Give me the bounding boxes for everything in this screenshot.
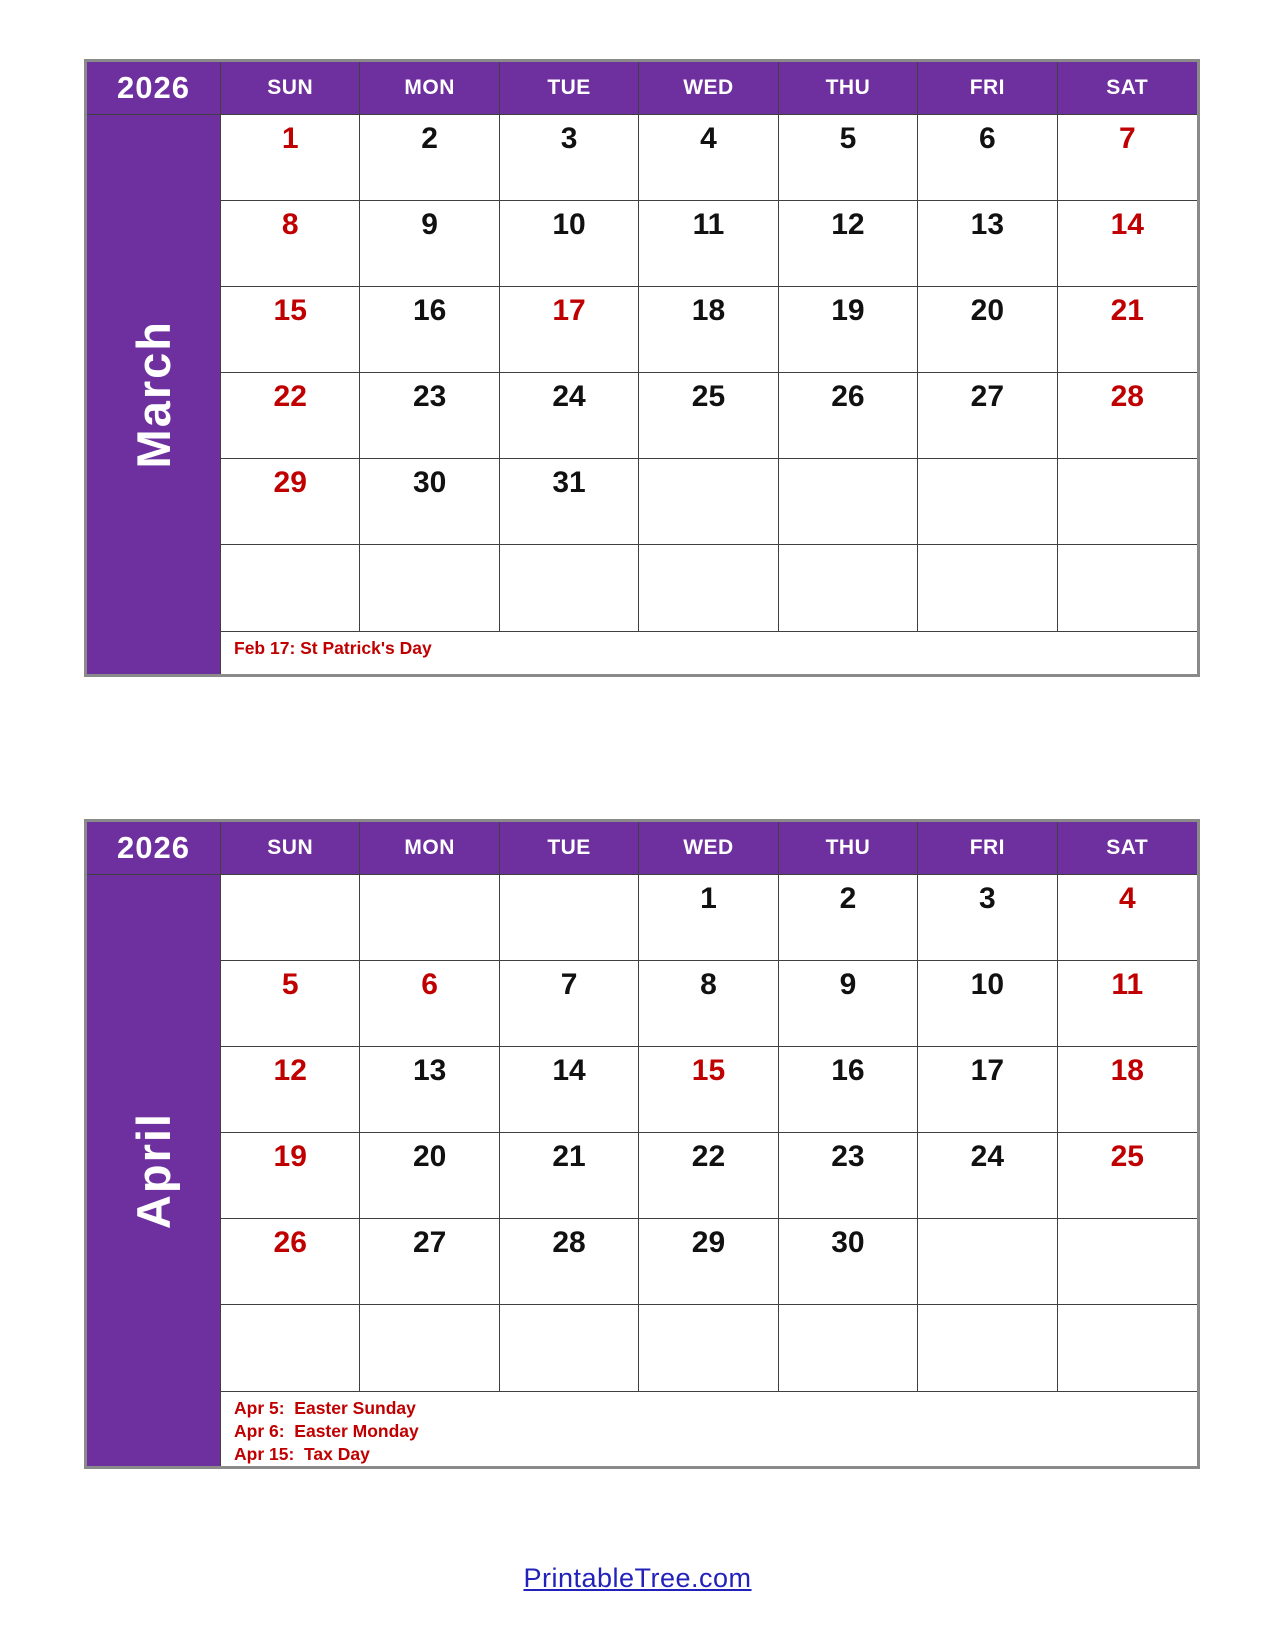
date-cell (500, 1047, 639, 1133)
day-header-sun: SUN (221, 822, 360, 875)
date-number: 26 (831, 380, 865, 413)
date-number: 25 (691, 380, 726, 413)
date-number: 12 (273, 1054, 307, 1087)
month-sidebar (87, 115, 221, 674)
date-number: 19 (831, 294, 865, 327)
date-cell (1058, 1305, 1197, 1392)
date-number: 6 (979, 122, 996, 155)
date-cell (500, 961, 639, 1047)
date-cell (639, 961, 778, 1047)
date-cell (221, 201, 360, 287)
date-cell (1058, 961, 1197, 1047)
date-cell (1058, 1219, 1197, 1305)
date-number: 16 (412, 294, 447, 327)
date-number: 29 (691, 1226, 726, 1259)
date-number: 11 (692, 208, 725, 241)
date-number: 30 (412, 466, 447, 499)
month-sidebar (87, 875, 221, 1466)
date-cell (221, 1133, 360, 1219)
date-cell (918, 115, 1057, 201)
day-header-thu: THU (779, 822, 918, 875)
date-number: 12 (831, 208, 865, 241)
day-header-mon: MON (360, 822, 499, 875)
date-cell (360, 1133, 499, 1219)
date-number: 29 (273, 466, 307, 499)
date-cell (1058, 545, 1197, 632)
day-header-wed: WED (639, 822, 778, 875)
day-header-mon: MON (360, 62, 499, 115)
date-cell (500, 287, 639, 373)
date-cell (918, 201, 1057, 287)
date-cell (918, 1047, 1057, 1133)
date-cell (918, 1133, 1057, 1219)
date-number: 7 (1118, 122, 1136, 155)
date-cell (639, 115, 778, 201)
date-cell (779, 545, 918, 632)
day-header-thu: THU (779, 62, 918, 115)
date-cell (639, 875, 778, 961)
date-cell (500, 1133, 639, 1219)
date-cell (500, 115, 639, 201)
date-number: 2 (839, 882, 857, 915)
date-cell (221, 545, 360, 632)
date-number: 8 (700, 968, 717, 1001)
date-number: 24 (552, 380, 586, 413)
calendar-march-2026 (84, 59, 1200, 677)
date-number: 8 (281, 208, 299, 241)
date-cell (360, 287, 499, 373)
date-cell (779, 1133, 918, 1219)
date-cell (500, 1219, 639, 1305)
date-cell (360, 459, 499, 545)
date-number: 30 (831, 1226, 865, 1259)
date-cell (221, 1219, 360, 1305)
date-cell (779, 115, 918, 201)
date-number: 15 (691, 1054, 726, 1087)
date-cell (779, 875, 918, 961)
holiday-notes (221, 632, 1197, 674)
date-number: 3 (560, 122, 578, 155)
date-number: 18 (691, 294, 726, 327)
date-number: 13 (970, 208, 1005, 241)
date-number: 28 (1110, 380, 1144, 413)
date-cell (779, 961, 918, 1047)
holiday-note: Apr 15: Tax Day (234, 1444, 370, 1465)
date-number: 3 (979, 882, 996, 915)
date-cell (639, 1305, 778, 1392)
date-cell (500, 201, 639, 287)
day-header-tue: TUE (500, 822, 639, 875)
date-number: 1 (700, 882, 717, 915)
date-cell (1058, 287, 1197, 373)
date-number: 21 (1110, 294, 1144, 327)
date-cell (500, 373, 639, 459)
month-label: April (127, 1111, 180, 1230)
date-cell (500, 1305, 639, 1392)
date-number: 23 (412, 380, 447, 413)
holiday-note: Apr 6: Easter Monday (234, 1421, 419, 1442)
date-cell (918, 1305, 1057, 1392)
day-header-wed: WED (639, 62, 778, 115)
date-cell (500, 545, 639, 632)
date-number: 10 (552, 208, 586, 241)
date-cell (360, 373, 499, 459)
day-header-sat: SAT (1058, 822, 1197, 875)
date-cell (918, 961, 1057, 1047)
date-number: 13 (412, 1054, 447, 1087)
date-cell (639, 459, 778, 545)
date-cell (221, 115, 360, 201)
date-number: 26 (273, 1226, 307, 1259)
date-number: 21 (552, 1140, 586, 1173)
day-header-fri: FRI (918, 822, 1057, 875)
date-number: 18 (1110, 1054, 1144, 1087)
date-number: 14 (552, 1054, 586, 1087)
date-number: 22 (273, 380, 307, 413)
date-cell (779, 1047, 918, 1133)
date-cell (918, 459, 1057, 545)
date-number: 23 (831, 1140, 865, 1173)
date-cell (779, 1305, 918, 1392)
day-header-sun: SUN (221, 62, 360, 115)
date-number: 22 (691, 1140, 726, 1173)
date-number: 1 (281, 122, 299, 155)
date-cell (221, 287, 360, 373)
date-number: 14 (1110, 208, 1144, 241)
date-cell (360, 115, 499, 201)
date-cell (779, 287, 918, 373)
date-cell (360, 545, 499, 632)
date-number: 16 (831, 1054, 865, 1087)
date-number: 4 (700, 122, 717, 155)
date-cell (779, 1219, 918, 1305)
footer (0, 1563, 1275, 1594)
day-header-tue: TUE (500, 62, 639, 115)
date-number: 27 (970, 380, 1005, 413)
date-cell (639, 201, 778, 287)
date-cell (639, 545, 778, 632)
date-cell (500, 459, 639, 545)
date-cell (639, 287, 778, 373)
date-cell (1058, 115, 1197, 201)
date-number: 25 (1110, 1140, 1144, 1173)
month-label: March (127, 320, 180, 469)
printabletree-link[interactable]: PrintableTree.com (523, 1563, 752, 1593)
date-number: 9 (421, 208, 438, 241)
date-cell (918, 287, 1057, 373)
date-number: 4 (1118, 882, 1136, 915)
date-cell (360, 1305, 499, 1392)
date-number: 5 (281, 968, 299, 1001)
date-number: 31 (552, 466, 586, 499)
date-cell (918, 373, 1057, 459)
date-cell (221, 961, 360, 1047)
holiday-note: Feb 17: St Patrick's Day (234, 638, 432, 658)
date-cell (221, 875, 360, 961)
date-cell (500, 875, 639, 961)
date-number: 27 (412, 1226, 447, 1259)
holiday-notes (221, 1392, 1197, 1466)
day-header-fri: FRI (918, 62, 1057, 115)
date-cell (779, 201, 918, 287)
date-number: 5 (839, 122, 857, 155)
date-cell (918, 1219, 1057, 1305)
date-number: 9 (839, 968, 857, 1001)
date-number: 10 (970, 968, 1005, 1001)
date-cell (221, 373, 360, 459)
day-header-sat: SAT (1058, 62, 1197, 115)
date-number: 20 (412, 1140, 447, 1173)
date-cell (1058, 373, 1197, 459)
date-number: 17 (970, 1054, 1005, 1087)
date-cell (221, 1305, 360, 1392)
date-number: 28 (552, 1226, 586, 1259)
date-number: 11 (1111, 968, 1144, 1001)
date-cell (1058, 459, 1197, 545)
date-cell (639, 373, 778, 459)
date-cell (221, 1047, 360, 1133)
date-cell (360, 961, 499, 1047)
date-number: 7 (560, 968, 578, 1001)
date-cell (1058, 1047, 1197, 1133)
date-number: 17 (552, 294, 586, 327)
date-cell (1058, 201, 1197, 287)
holiday-note: Apr 5: Easter Sunday (234, 1398, 416, 1418)
date-cell (221, 459, 360, 545)
date-number: 19 (273, 1140, 307, 1173)
date-number: 15 (273, 294, 307, 327)
date-number: 2 (421, 122, 438, 155)
date-number: 6 (421, 968, 438, 1001)
date-cell (779, 373, 918, 459)
date-number: 20 (970, 294, 1005, 327)
date-cell (360, 875, 499, 961)
date-cell (918, 875, 1057, 961)
date-cell (360, 201, 499, 287)
date-cell (639, 1219, 778, 1305)
calendar-april-2026 (84, 819, 1200, 1469)
date-cell (360, 1219, 499, 1305)
year-label: 2026 (87, 822, 221, 875)
date-cell (639, 1133, 778, 1219)
date-cell (1058, 875, 1197, 961)
date-cell (779, 459, 918, 545)
year-label: 2026 (87, 62, 221, 115)
date-cell (639, 1047, 778, 1133)
date-cell (1058, 1133, 1197, 1219)
date-number: 24 (970, 1140, 1005, 1173)
date-cell (360, 1047, 499, 1133)
date-cell (918, 545, 1057, 632)
